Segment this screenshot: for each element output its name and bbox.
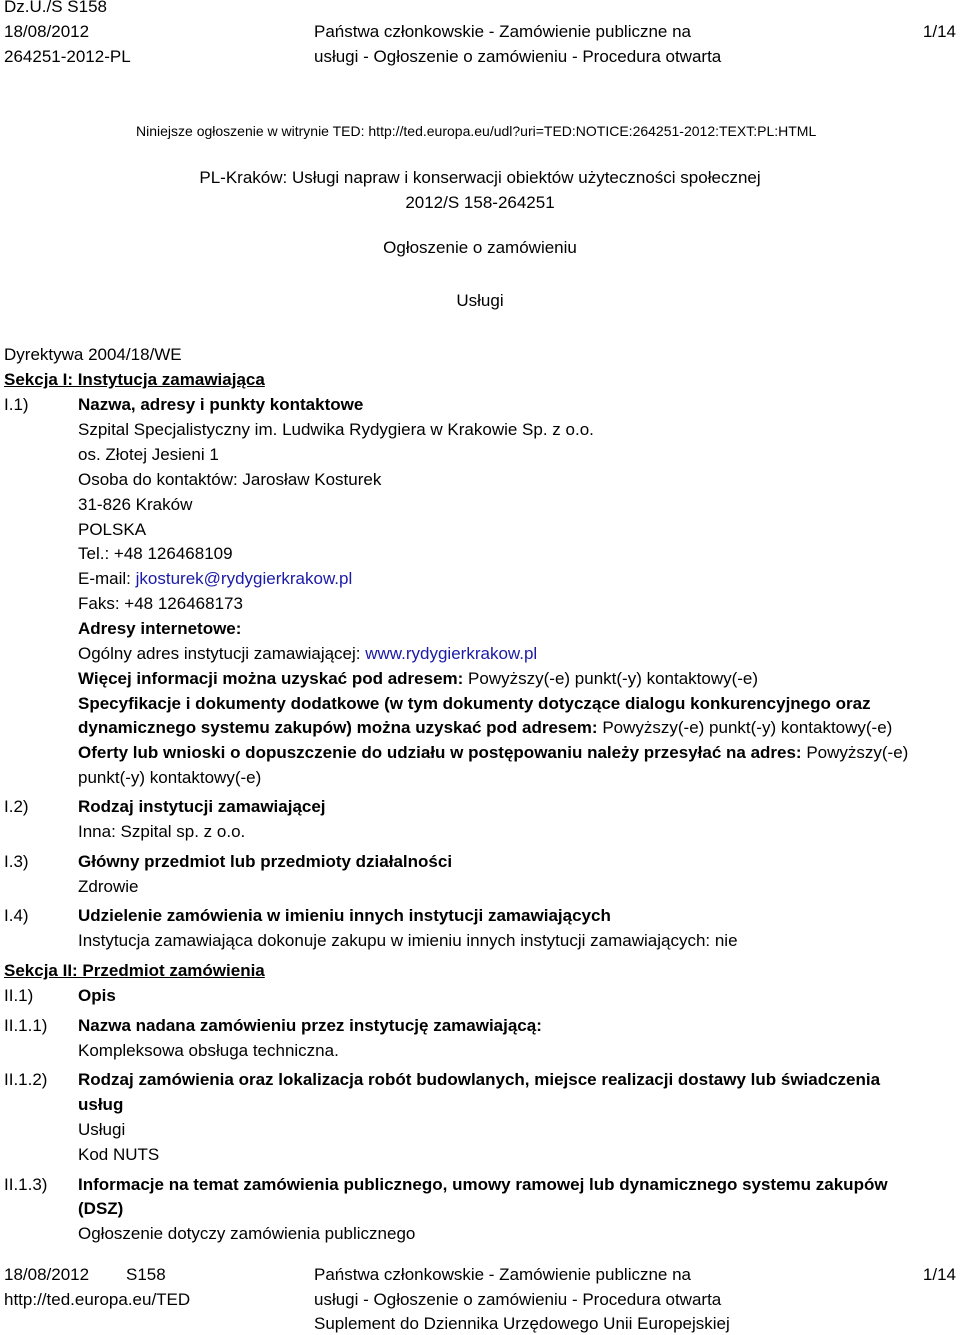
- nuts-code-label: Kod NUTS: [78, 1145, 160, 1164]
- general-address-label: Ogólny adres instytucji zamawiającej:: [78, 644, 361, 663]
- contract-kind-value: Usługi: [78, 1120, 126, 1139]
- general-address-link[interactable]: www.rydygierkrakow.pl: [365, 644, 538, 663]
- section-heading-line2: (DSZ): [78, 1199, 124, 1218]
- specs-label-line1: Specyfikacje i dokumenty dodatkowe (w tym dokumenty dotyczące dialogu konkurencyjnego oraz: [78, 694, 871, 713]
- section2-heading: Sekcja II: Przedmiot zamówienia: [4, 961, 265, 980]
- header-title-line2: usługi - Ogłoszenie o zamówieniu - Procedura otwarta: [314, 47, 722, 66]
- section-heading: Nazwa, adresy i punkty kontaktowe: [78, 395, 364, 414]
- directive: Dyrektywa 2004/18/WE: [4, 345, 182, 364]
- notice-number: 2012/S 158-264251: [405, 193, 555, 212]
- telephone: Tel.: +48 126468109: [78, 544, 233, 563]
- main-activity-value: Zdrowie: [78, 877, 139, 896]
- offers-label: Oferty lub wnioski o dopuszczenie do udziału w postępowaniu należy przesyłać na adres:: [78, 743, 802, 762]
- section-num: II.1.2): [4, 1070, 48, 1089]
- fax: Faks: +48 126468173: [78, 594, 243, 613]
- street-address: os. Złotej Jesieni 1: [78, 445, 219, 464]
- footer-page-number: 1/14: [922, 1265, 956, 1284]
- header-date: 18/08/2012: [4, 22, 90, 41]
- more-info-label: Więcej informacji można uzyskać pod adresem:: [78, 669, 464, 688]
- footer-date: 18/08/2012: [4, 1265, 90, 1284]
- section-num: I.2): [4, 797, 29, 816]
- footer-title-line1: Państwa członkowskie - Zamówienie publiczne na: [314, 1265, 692, 1284]
- more-info-value: Powyższy(-e) punkt(-y) kontaktowy(-e): [468, 669, 759, 688]
- section-heading: Opis: [78, 986, 116, 1005]
- country: POLSKA: [78, 520, 147, 539]
- offers-value-line2: punkt(-y) kontaktowy(-e): [78, 768, 262, 787]
- section-num: I.3): [4, 852, 29, 871]
- section-heading: Nazwa nadana zamówieniu przez instytucję zamawiającą:: [78, 1016, 542, 1035]
- section-heading-line1: Informacje na temat zamówienia publicznego, umowy ramowej lub dynamicznego systemu zakupów: [78, 1175, 888, 1194]
- offers-row: [78, 743, 908, 763]
- section-heading-line2: usług: [78, 1095, 124, 1114]
- contract-title-value: Kompleksowa obsługa techniczna.: [78, 1041, 339, 1060]
- authority-type-value: Inna: Szpital sp. z o.o.: [78, 822, 246, 841]
- section-num: II.1): [4, 986, 34, 1005]
- web-addresses-heading: Adresy internetowe:: [78, 619, 242, 638]
- section-num: II.1.1): [4, 1016, 48, 1035]
- section1-heading: Sekcja I: Instytucja zamawiająca: [4, 370, 265, 389]
- email-label: E-mail:: [78, 569, 131, 588]
- section-heading: Główny przedmiot lub przedmioty działalności: [78, 852, 453, 871]
- footer-title-line2: usługi - Ogłoszenie o zamówieniu - Procedura otwarta: [314, 1290, 722, 1309]
- email-row: [78, 569, 352, 589]
- section-num: II.1.3): [4, 1175, 48, 1194]
- section-heading: Rodzaj instytucji zamawiającej: [78, 797, 326, 816]
- section-num: I.1): [4, 395, 29, 414]
- framework-info-value: Ogłoszenie dotyczy zamówienia publicznego: [78, 1224, 416, 1243]
- section-num: I.4): [4, 906, 29, 925]
- specs-value: Powyższy(-e) punkt(-y) kontaktowy(-e): [602, 718, 893, 737]
- footer-journal: S158: [126, 1265, 166, 1284]
- section-heading-line1: Rodzaj zamówienia oraz lokalizacja robót budowlanych, miejsce realizacji dostawy lub świadczenia: [78, 1070, 881, 1089]
- city: 31-826 Kraków: [78, 495, 193, 514]
- specs-label-line2: dynamicznego systemu zakupów) można uzyskać pod adresem:: [78, 718, 598, 737]
- general-address-row: [78, 644, 537, 664]
- footer-url[interactable]: http://ted.europa.eu/TED: [4, 1290, 191, 1309]
- email-link[interactable]: jkosturek@rydygierkrakow.pl: [135, 569, 353, 588]
- contract-type: Usługi: [456, 291, 504, 310]
- contracting-authority-name: Szpital Specjalistyczny im. Ludwika Rydygiera w Krakowie Sp. z o.o.: [78, 420, 594, 439]
- specs-row: [78, 718, 892, 738]
- notice-title: PL-Kraków: Usługi napraw i konserwacji obiektów użyteczności społecznej: [199, 168, 761, 187]
- notice-type: Ogłoszenie o zamówieniu: [383, 238, 577, 257]
- header-ref: 264251-2012-PL: [4, 47, 131, 66]
- contact-person: Osoba do kontaktów: Jarosław Kosturek: [78, 470, 382, 489]
- header-journal: Dz.U./S S158: [4, 0, 107, 16]
- behalf-value: Instytucja zamawiająca dokonuje zakupu w imieniu innych instytucji zamawiających: nie: [78, 931, 738, 950]
- ted-link-line[interactable]: Niniejsze ogłoszenie w witrynie TED: http://ted.europa.eu/udl?uri=TED:NOTICE:264251-2012:TEXT:PL:HTML: [136, 123, 817, 139]
- header-page-number: 1/14: [922, 22, 956, 41]
- more-info-row: [78, 669, 758, 689]
- header-title-line1: Państwa członkowskie - Zamówienie publiczne na: [314, 22, 692, 41]
- section-heading: Udzielenie zamówienia w imieniu innych instytucji zamawiających: [78, 906, 611, 925]
- offers-value-line1: Powyższy(-e): [806, 743, 909, 762]
- footer-title-line3: Suplement do Dziennika Urzędowego Unii Europejskiej: [314, 1314, 730, 1333]
